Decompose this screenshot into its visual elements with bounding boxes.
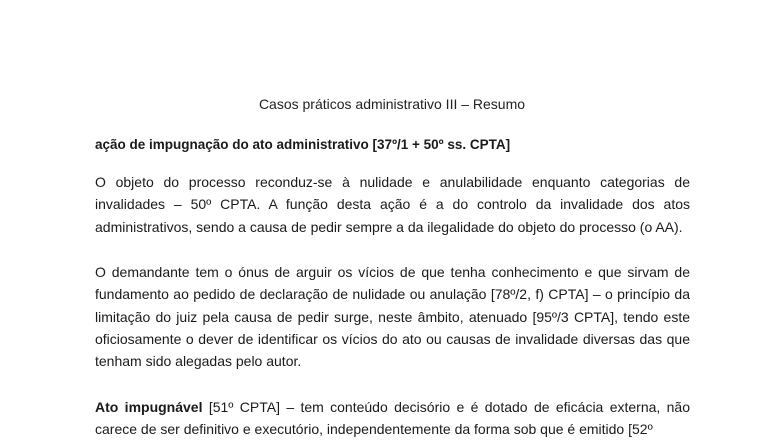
paragraph-plaintiff-burden: O demandante tem o ónus de arguir os vícios de que tenha conhecimento e que sirvam de fundamento ao pedido de declaração de nulidade ou anulação [78º/2, f) CPTA] – o princípio da limitação do juiz pela causa de pedir surge, neste âmbito, atenuado [95º/3 CPTA], tendo este oficiosamente o dever de identificar os vícios do ato ou causas de invalidade diversas das que tenham sido alegadas pelo autor. [95, 264, 690, 370]
document-title: Casos práticos administrativo III – Resumo [258, 96, 526, 112]
paragraph-impugnable-act [95, 396, 690, 441]
section-heading: ação de impugnação do ato administrativo [37º/1 + 50º ss. CPTA] [95, 137, 511, 152]
term-ato-impugnavel: Ato impugnável [95, 399, 203, 415]
paragraph-object-of-process: O objeto do processo reconduz-se à nulidade e anulabilidade enquanto categorias de invalidades – 50º CPTA. A função desta ação é a do controlo da invalidade dos atos administrativos, sendo a causa de pedir sempre a da ilegalidade do objeto do processo (o AA). [95, 174, 690, 235]
paragraph-impugnable-act-text: [51º CPTA] – tem conteúdo decisório e é dotado de eficácia externa, não carece de ser definitivo e executório, independentemente da forma sob que é emitido [52º [95, 399, 690, 438]
